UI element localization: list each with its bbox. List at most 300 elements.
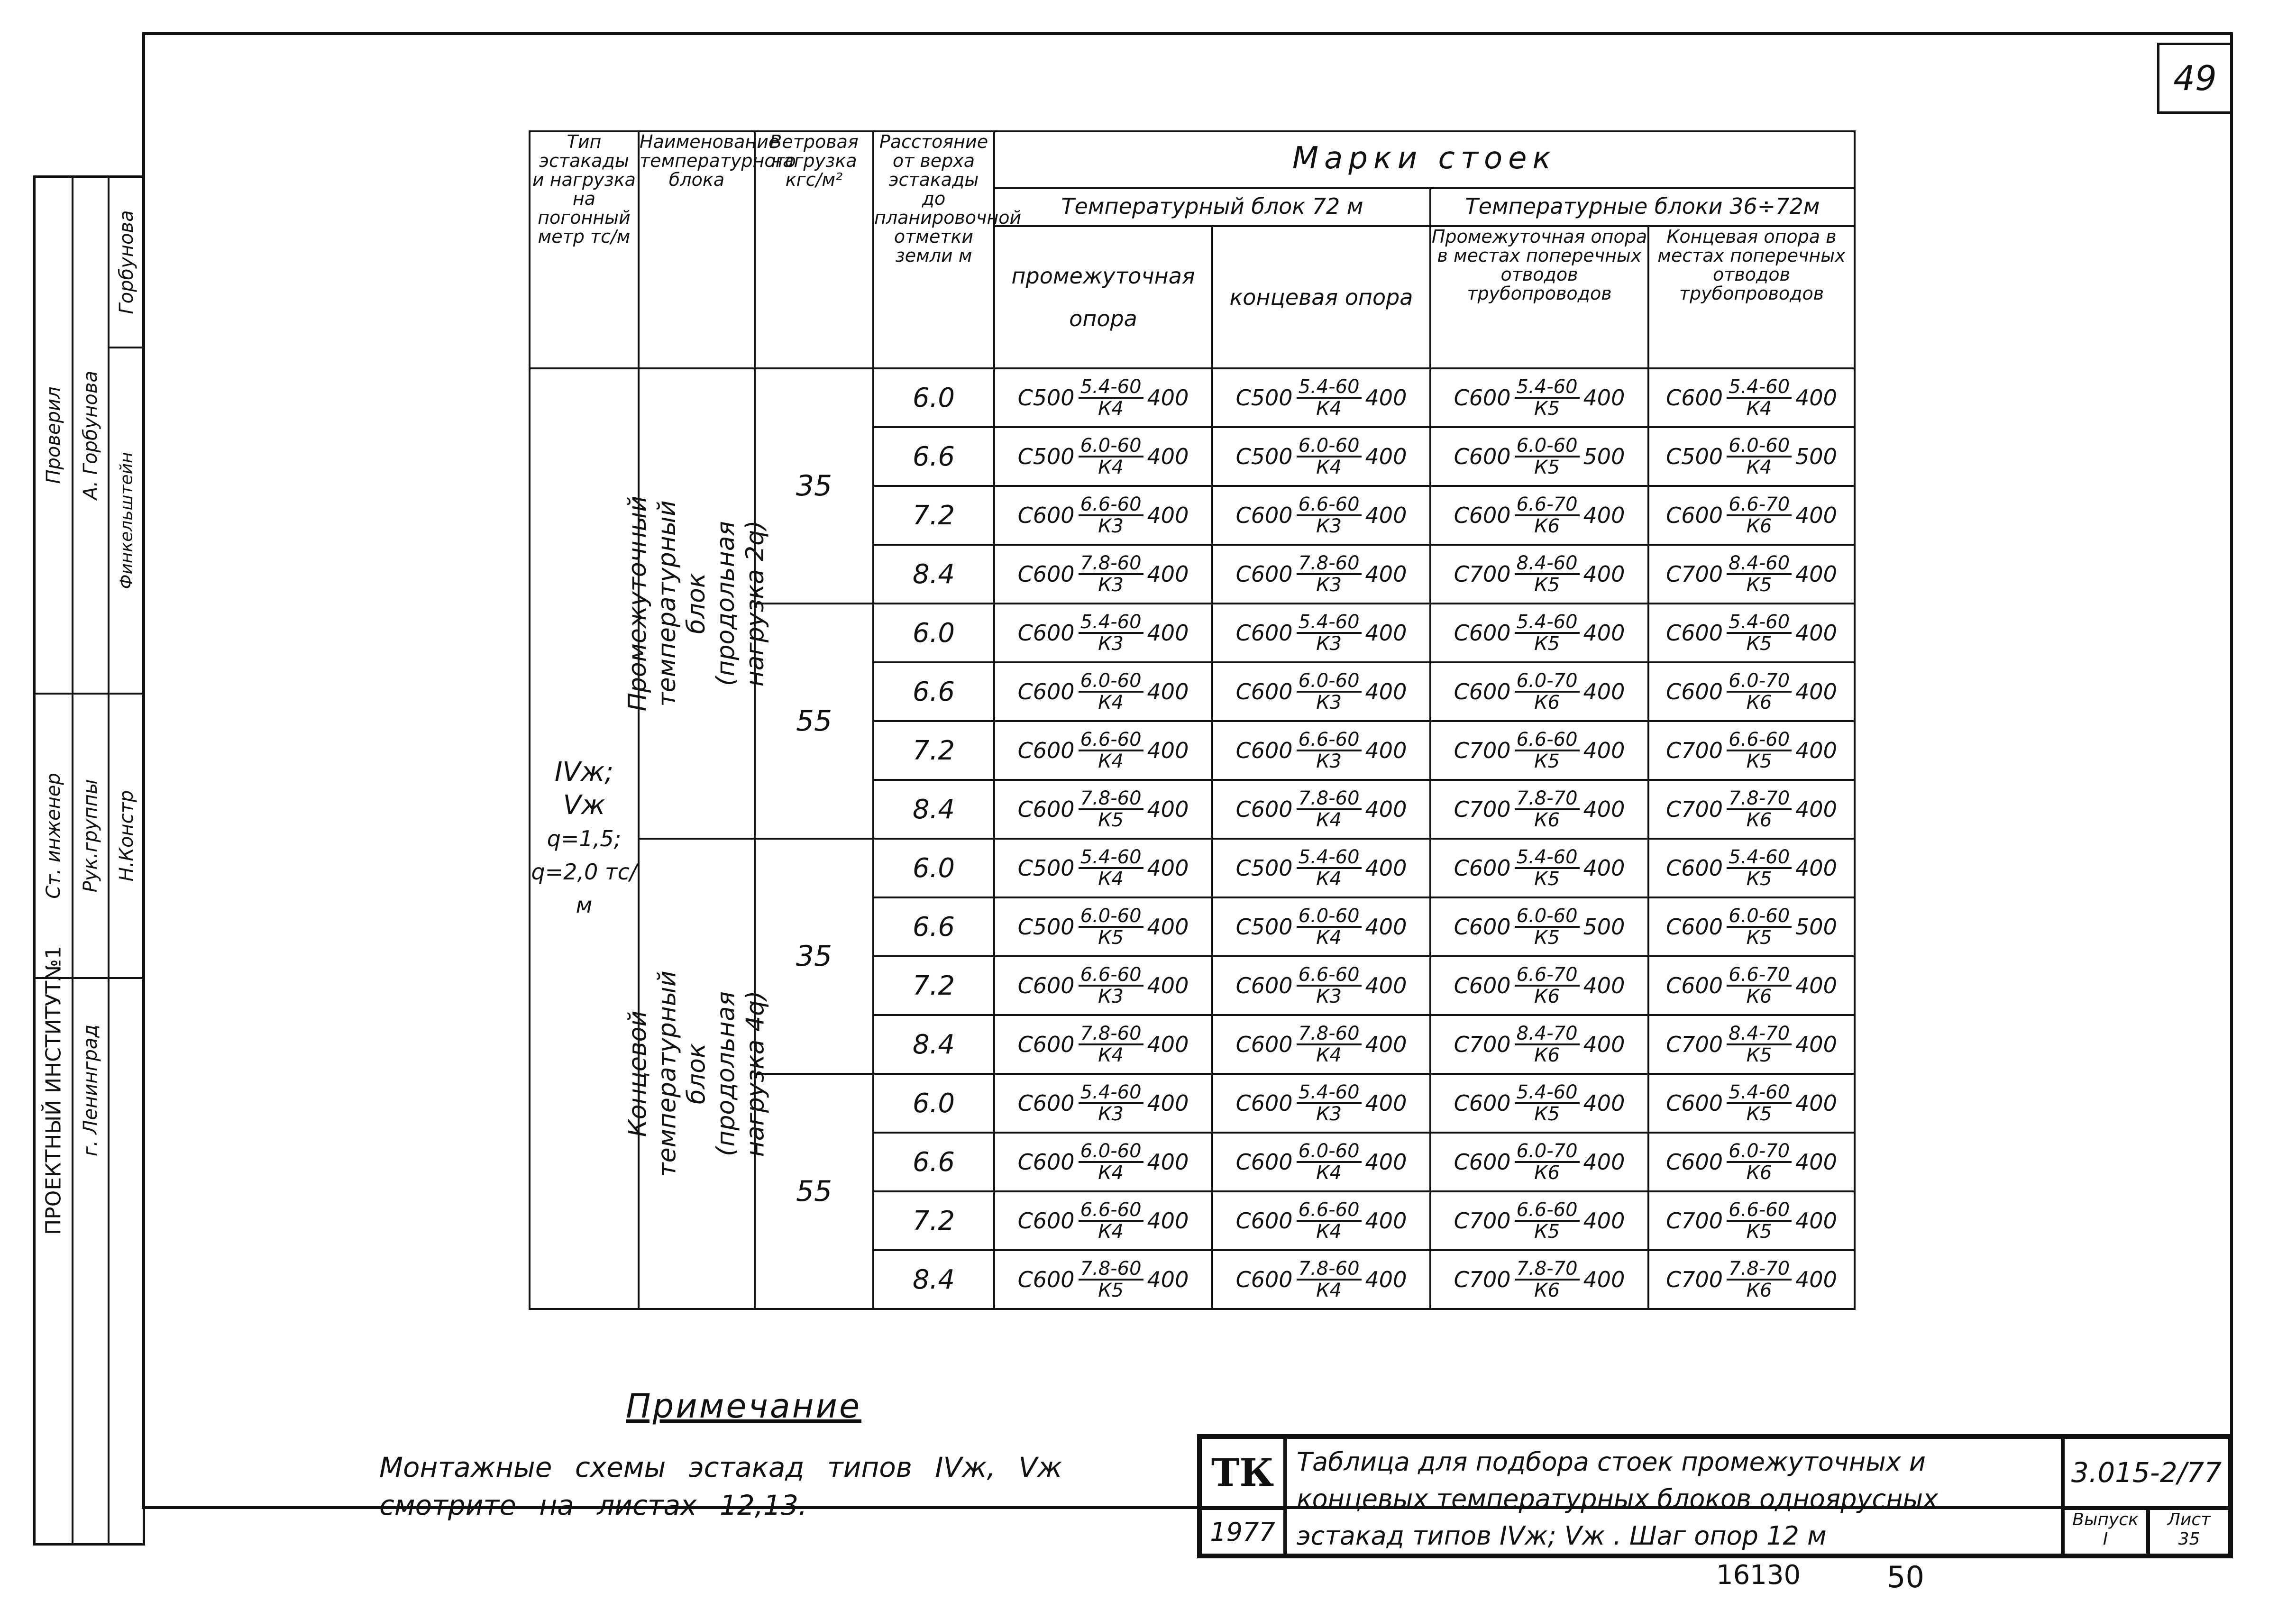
stamp-org: ТК: [1200, 1437, 1285, 1508]
mark-series: С600: [1235, 679, 1293, 704]
height-cell: 7.2: [873, 1191, 994, 1250]
table-body: [530, 368, 1855, 1309]
mark-length: 400: [1147, 620, 1189, 646]
column-mark-cell: [1430, 368, 1648, 427]
mark-length: 400: [1365, 796, 1407, 822]
mark-length: 400: [1365, 1032, 1407, 1057]
mark-length: 400: [1147, 855, 1189, 881]
mark-class: К5: [1534, 633, 1560, 655]
column-mark-cell: [994, 1191, 1212, 1250]
mark-series: С500: [1235, 855, 1293, 881]
side-col-roles: [36, 178, 73, 1543]
mark-fraction: [1297, 612, 1362, 654]
column-mark-cell: [994, 545, 1212, 604]
mark-fraction: [1727, 1259, 1792, 1300]
mark-fraction: [1297, 1200, 1362, 1242]
mark-fraction: [1079, 553, 1143, 595]
mark-class: К3: [1098, 1103, 1124, 1125]
mark-fraction: [1297, 377, 1362, 419]
mark-class: К5: [1746, 633, 1772, 655]
side-cell-role-1: [73, 695, 108, 979]
height-cell: 8.4: [873, 545, 994, 604]
page-number: 50: [1887, 1560, 1924, 1594]
header-block-name: Наименование температурного блока: [639, 131, 755, 368]
mark-length: 500: [1583, 914, 1625, 940]
mark-fraction: [1515, 553, 1580, 595]
height-cell: 6.6: [873, 662, 994, 721]
mark-fraction: [1297, 671, 1362, 713]
mark-size: 5.4-60: [1297, 377, 1362, 399]
mark-fraction: [1079, 965, 1143, 1006]
mark-class: К4: [1316, 457, 1342, 478]
block-name-cell: [623, 368, 770, 839]
column-mark-cell: [1212, 427, 1430, 486]
mark-series: С600: [1017, 1149, 1075, 1175]
mark-class: К3: [1098, 574, 1124, 596]
column-mark-cell: [1212, 1250, 1430, 1309]
mark-size: 7.8-70: [1515, 788, 1580, 810]
mark-series: С600: [1235, 620, 1293, 646]
mark-series: С700: [1454, 796, 1511, 822]
column-mark-cell: [1212, 1133, 1430, 1191]
mark-series: С500: [1017, 385, 1075, 411]
mark-class: К3: [1098, 633, 1124, 655]
mark-class: К6: [1534, 692, 1560, 714]
mark-size: 6.0-70: [1515, 1141, 1580, 1163]
mark-size: 6.0-70: [1515, 671, 1580, 693]
header-sub-end: концевая опора: [1212, 226, 1430, 368]
column-mark-cell: [1648, 897, 1855, 956]
mark-length: 500: [1795, 914, 1837, 940]
mark-size: 6.6-70: [1727, 965, 1792, 987]
mark-fraction: [1079, 377, 1143, 419]
mark-series: С600: [1235, 1149, 1293, 1175]
side-cell-role-0: [36, 695, 72, 979]
column-mark-cell: [1648, 1074, 1855, 1133]
mark-length: 400: [1365, 1208, 1407, 1234]
column-mark-cell: [1212, 545, 1430, 604]
mark-length: 400: [1583, 1149, 1625, 1175]
mark-fraction: [1079, 1200, 1143, 1242]
side-stamp: [33, 175, 145, 1546]
mark-series: С500: [1235, 914, 1293, 940]
mark-fraction: [1297, 965, 1362, 1006]
mark-fraction: [1727, 847, 1792, 889]
mark-series: С600: [1017, 503, 1075, 528]
mark-size: 6.0-60: [1079, 671, 1143, 693]
column-mark-cell: [994, 1015, 1212, 1074]
mark-fraction: [1515, 1024, 1580, 1065]
mark-fraction: [1515, 1259, 1580, 1300]
mark-size: 6.6-70: [1515, 965, 1580, 987]
mark-series: С600: [1235, 1208, 1293, 1234]
mark-size: 6.6-70: [1727, 494, 1792, 516]
column-mark-cell: [1212, 1191, 1430, 1250]
mark-class: К4: [1098, 868, 1124, 890]
mark-size: 8.4-60: [1515, 553, 1580, 575]
column-mark-cell: [1212, 721, 1430, 780]
mark-size: 6.6-60: [1515, 730, 1580, 751]
mark-size: 6.0-60: [1727, 436, 1792, 457]
mark-length: 400: [1583, 503, 1625, 528]
mark-series: С600: [1017, 1032, 1075, 1057]
mark-class: К5: [1098, 927, 1124, 949]
mark-fraction: [1079, 436, 1143, 477]
org-text: ПРОЕКТНЫЙ ИНСТИТУТ№1: [41, 946, 66, 1235]
mark-size: 6.6-60: [1079, 494, 1143, 516]
mark-fraction: [1079, 788, 1143, 830]
mark-class: К5: [1534, 574, 1560, 596]
mark-series: С600: [1454, 1149, 1511, 1175]
mark-length: 500: [1583, 444, 1625, 469]
mark-length: 500: [1795, 444, 1837, 469]
mark-size: 8.4-60: [1727, 553, 1792, 575]
mark-length: 400: [1365, 503, 1407, 528]
mark-class: К4: [1098, 1044, 1124, 1066]
mark-length: 400: [1583, 796, 1625, 822]
header-type: Тип эстакады и нагрузка на погонный метр тс/м: [530, 131, 639, 368]
block-name: Промежуточный температурный блок (продольная нагрузка 2q): [623, 495, 770, 712]
note-title: Примечание: [626, 1387, 862, 1426]
column-mark-cell: [994, 721, 1212, 780]
mark-series: С600: [1666, 1090, 1723, 1116]
mark-size: 7.8-60: [1079, 553, 1143, 575]
check-label: Проверил: [43, 386, 64, 484]
column-mark-cell: [1212, 368, 1430, 427]
header-marks: Марки стоек: [994, 131, 1855, 188]
mark-class: К4: [1098, 750, 1124, 772]
checker-text: А. Горбунова: [80, 371, 101, 500]
mark-length: 400: [1365, 1149, 1407, 1175]
header-block36: Температурные блоки 36÷72м: [1430, 188, 1855, 226]
mark-series: С600: [1666, 503, 1723, 528]
mark-size: 6.6-60: [1079, 965, 1143, 987]
mark-length: 400: [1795, 1032, 1837, 1057]
mark-fraction: [1515, 847, 1580, 889]
column-mark-cell: [1648, 604, 1855, 662]
mark-series: С600: [1235, 1090, 1293, 1116]
column-mark-cell: [994, 604, 1212, 662]
sheet-label: Лист: [2167, 1510, 2211, 1529]
mark-fraction: [1079, 730, 1143, 771]
mark-series: С600: [1017, 561, 1075, 587]
column-mark-cell: [994, 897, 1212, 956]
mark-fraction: [1297, 494, 1362, 536]
column-mark-cell: [1212, 662, 1430, 721]
wind-load-cell: 35: [755, 368, 873, 604]
mark-size: 5.4-60: [1297, 1082, 1362, 1104]
mark-length: 400: [1583, 1208, 1625, 1234]
mark-size: 6.6-60: [1079, 730, 1143, 751]
mark-class: К4: [1098, 457, 1124, 478]
mark-class: К6: [1534, 986, 1560, 1007]
mark-size: 6.0-60: [1515, 436, 1580, 457]
mark-series: С700: [1454, 561, 1511, 587]
mark-series: С600: [1235, 1267, 1293, 1292]
mark-size: 6.0-60: [1079, 1141, 1143, 1163]
column-mark-cell: [1430, 1015, 1648, 1074]
mark-size: 6.6-60: [1297, 494, 1362, 516]
column-mark-cell: [1212, 897, 1430, 956]
mark-class: К4: [1098, 398, 1124, 420]
inventory-number: 16130: [1716, 1560, 1801, 1591]
header-block72: Температурный блок 72 м: [994, 188, 1430, 226]
mark-class: К5: [1534, 868, 1560, 890]
mark-class: К3: [1098, 515, 1124, 537]
mark-length: 400: [1365, 973, 1407, 998]
mark-class: К6: [1746, 986, 1772, 1007]
mark-class: К5: [1746, 1221, 1772, 1243]
mark-class: К5: [1534, 1103, 1560, 1125]
mark-size: 5.4-60: [1079, 612, 1143, 634]
mark-fraction: [1079, 1024, 1143, 1065]
mark-class: К4: [1316, 1280, 1342, 1301]
title-block: [1197, 1434, 2233, 1558]
mark-fraction: [1727, 1082, 1792, 1124]
column-mark-cell: [994, 1250, 1212, 1309]
side-col-sign: [110, 178, 146, 1543]
column-mark-cell: [1212, 956, 1430, 1015]
mark-fraction: [1727, 906, 1792, 948]
mark-size: 6.0-60: [1297, 671, 1362, 693]
mark-fraction: [1297, 788, 1362, 830]
mark-size: 5.4-60: [1515, 612, 1580, 634]
mark-length: 400: [1365, 855, 1407, 881]
mark-fraction: [1515, 671, 1580, 713]
mark-size: 5.4-60: [1079, 1082, 1143, 1104]
mark-length: 400: [1795, 1267, 1837, 1292]
mark-class: К4: [1098, 692, 1124, 714]
mark-fraction: [1515, 494, 1580, 536]
column-mark-cell: [1212, 604, 1430, 662]
mark-length: 400: [1795, 855, 1837, 881]
mark-fraction: [1515, 1200, 1580, 1242]
mark-size: 7.8-60: [1079, 788, 1143, 810]
sheet-value: 35: [2178, 1529, 2200, 1549]
mark-fraction: [1727, 1200, 1792, 1242]
column-mark-cell: [1430, 1250, 1648, 1309]
mark-class: К4: [1098, 1221, 1124, 1243]
column-mark-cell: [1648, 427, 1855, 486]
mark-series: С600: [1454, 914, 1511, 940]
mark-length: 400: [1147, 385, 1189, 411]
mark-fraction: [1297, 1082, 1362, 1124]
mark-class: К6: [1534, 515, 1560, 537]
column-mark-cell: [1430, 956, 1648, 1015]
mark-class: К5: [1746, 868, 1772, 890]
height-cell: 6.6: [873, 897, 994, 956]
mark-class: К5: [1534, 398, 1560, 420]
block-name: Концевой температурный блок (продольная нагрузка 4q): [623, 970, 770, 1177]
mark-size: 7.8-60: [1079, 1259, 1143, 1281]
mark-size: 5.4-60: [1727, 1082, 1792, 1104]
mark-size: 7.8-70: [1515, 1259, 1580, 1281]
mark-class: К5: [1746, 750, 1772, 772]
mark-class: К4: [1316, 1044, 1342, 1066]
wind-load-cell: 55: [755, 604, 873, 839]
mark-fraction: [1727, 494, 1792, 536]
mark-length: 400: [1365, 914, 1407, 940]
mark-length: 400: [1795, 973, 1837, 998]
side-col-names: [73, 178, 110, 1543]
mark-class: К5: [1098, 1280, 1124, 1301]
mark-series: С600: [1666, 679, 1723, 704]
height-cell: 8.4: [873, 1250, 994, 1309]
side-cell-org: [36, 946, 72, 1235]
mark-series: С500: [1235, 385, 1293, 411]
mark-size: 7.8-70: [1727, 1259, 1792, 1281]
mark-series: С600: [1235, 503, 1293, 528]
mark-size: 6.6-60: [1297, 1200, 1362, 1222]
mark-fraction: [1727, 377, 1792, 419]
column-mark-cell: [1430, 780, 1648, 839]
mark-series: С600: [1666, 973, 1723, 998]
stamp-title: Таблица для подбора стоек промежуточных и концевых температурных блоков одноярусных эстакад типов IVж; Vж . Шаг опор 12 м: [1285, 1437, 2063, 1555]
height-cell: 8.4: [873, 780, 994, 839]
mark-series: С700: [1666, 1208, 1723, 1234]
column-mark-cell: [1430, 897, 1648, 956]
mark-length: 400: [1365, 1267, 1407, 1292]
mark-length: 400: [1147, 444, 1189, 469]
mark-class: К5: [1746, 927, 1772, 949]
mark-size: 7.8-60: [1297, 1024, 1362, 1045]
mark-fraction: [1297, 553, 1362, 595]
role-text: Ст. инженер: [43, 773, 64, 899]
mark-fraction: [1515, 788, 1580, 830]
mark-series: С600: [1454, 503, 1511, 528]
mark-class: К5: [1534, 1221, 1560, 1243]
mark-length: 400: [1147, 796, 1189, 822]
column-mark-cell: [1212, 1074, 1430, 1133]
mark-size: 6.0-60: [1515, 906, 1580, 928]
mark-length: 400: [1583, 855, 1625, 881]
mark-length: 400: [1583, 620, 1625, 646]
mark-fraction: [1079, 671, 1143, 713]
column-mark-cell: [994, 780, 1212, 839]
mark-size: 6.6-60: [1297, 965, 1362, 987]
mark-class: К5: [1746, 1103, 1772, 1125]
mark-class: К3: [1316, 574, 1342, 596]
height-cell: 7.2: [873, 956, 994, 1015]
mark-class: К3: [1316, 633, 1342, 655]
mark-size: 6.0-60: [1079, 436, 1143, 457]
mark-class: К5: [1534, 457, 1560, 478]
mark-class: К4: [1316, 1221, 1342, 1243]
column-mark-cell: [994, 368, 1212, 427]
mark-series: С500: [1017, 855, 1075, 881]
mark-fraction: [1515, 906, 1580, 948]
type-load: q=1,5; q=2,0 тс/м: [531, 826, 637, 918]
column-mark-cell: [994, 662, 1212, 721]
role-text: Рук.группы: [80, 779, 101, 893]
mark-class: К5: [1098, 809, 1124, 831]
mark-series: С700: [1666, 796, 1723, 822]
mark-class: К3: [1316, 515, 1342, 537]
mark-size: 6.0-70: [1727, 1141, 1792, 1163]
mark-length: 400: [1365, 385, 1407, 411]
mark-class: К4: [1098, 1162, 1124, 1184]
mark-class: К3: [1316, 692, 1342, 714]
name-text: Финкельштейн: [117, 452, 137, 589]
mark-class: К6: [1746, 1162, 1772, 1184]
column-mark-cell: [1430, 721, 1648, 780]
height-cell: 6.0: [873, 839, 994, 897]
mark-series: С700: [1454, 1032, 1511, 1057]
column-mark-cell: [1648, 1015, 1855, 1074]
mark-length: 400: [1795, 796, 1837, 822]
type-label: IVж; Vж: [554, 757, 614, 821]
mark-fraction: [1515, 1082, 1580, 1124]
mark-size: 6.0-60: [1079, 906, 1143, 928]
column-mark-cell: [1648, 956, 1855, 1015]
mark-fraction: [1727, 553, 1792, 595]
mark-fraction: [1079, 1082, 1143, 1124]
height-cell: 6.6: [873, 1133, 994, 1191]
mark-series: С600: [1454, 444, 1511, 469]
stamp-issue: [2063, 1508, 2148, 1555]
mark-class: К6: [1746, 515, 1772, 537]
height-cell: 8.4: [873, 1015, 994, 1074]
mark-length: 400: [1583, 385, 1625, 411]
mark-length: 400: [1365, 444, 1407, 469]
mark-series: С600: [1454, 973, 1511, 998]
issue-label: Выпуск: [2072, 1510, 2139, 1529]
column-mark-cell: [1212, 780, 1430, 839]
mark-size: 5.4-60: [1079, 847, 1143, 869]
mark-size: 6.0-60: [1727, 906, 1792, 928]
mark-series: С600: [1017, 620, 1075, 646]
mark-fraction: [1727, 1141, 1792, 1183]
mark-fraction: [1515, 730, 1580, 771]
mark-length: 400: [1583, 561, 1625, 587]
mark-class: К4: [1316, 398, 1342, 420]
mark-series: С700: [1454, 1267, 1511, 1292]
mark-series: С600: [1235, 738, 1293, 763]
header-sub-end-branch: Концевая опора в местах поперечных отводов трубопроводов: [1648, 226, 1855, 368]
mark-length: 400: [1147, 679, 1189, 704]
mark-fraction: [1079, 494, 1143, 536]
mark-class: К6: [1746, 1280, 1772, 1301]
issue-value: I: [2103, 1529, 2108, 1549]
mark-length: 400: [1795, 738, 1837, 763]
column-mark-cell: [994, 956, 1212, 1015]
mark-class: К5: [1746, 1044, 1772, 1066]
mark-length: 400: [1583, 738, 1625, 763]
mark-length: 400: [1147, 503, 1189, 528]
mark-length: 400: [1147, 914, 1189, 940]
mark-fraction: [1079, 906, 1143, 948]
mark-fraction: [1727, 436, 1792, 477]
mark-series: С700: [1666, 1032, 1723, 1057]
column-mark-cell: [1648, 1250, 1855, 1309]
mark-class: К6: [1534, 1044, 1560, 1066]
column-mark-cell: [1648, 1191, 1855, 1250]
mark-fraction: [1297, 1259, 1362, 1300]
mark-length: 400: [1795, 1090, 1837, 1116]
mark-series: С600: [1017, 1267, 1075, 1292]
mark-series: С700: [1666, 1267, 1723, 1292]
mark-series: С500: [1017, 444, 1075, 469]
mark-series: С600: [1454, 1090, 1511, 1116]
mark-fraction: [1515, 1141, 1580, 1183]
mark-class: К5: [1534, 927, 1560, 949]
mark-series: С600: [1235, 561, 1293, 587]
mark-class: К3: [1316, 750, 1342, 772]
side-cell-role-2: [110, 695, 144, 979]
mark-series: С600: [1017, 679, 1075, 704]
mark-series: С600: [1017, 1090, 1075, 1116]
column-mark-cell: [1430, 839, 1648, 897]
